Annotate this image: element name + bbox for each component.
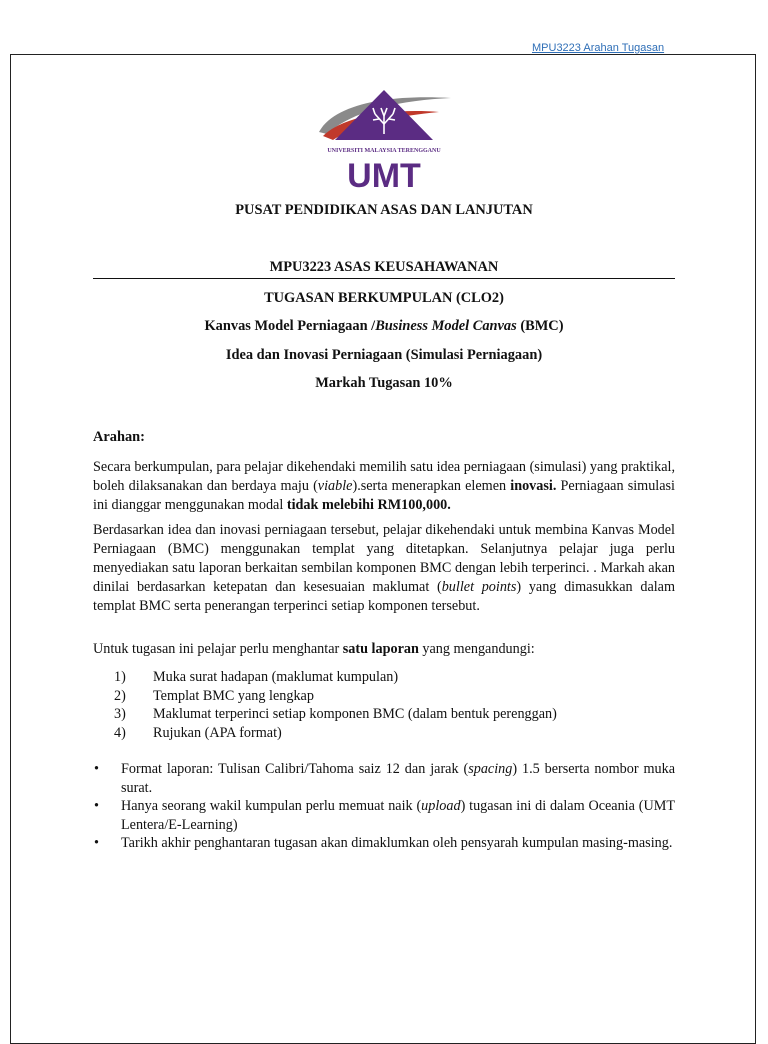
list-item-text: Maklumat terperinci setiap komponen BMC (dalam bentuk perenggan) bbox=[153, 706, 557, 722]
report-items-list bbox=[93, 668, 675, 742]
marks: Markah Tugasan 10% bbox=[315, 375, 453, 391]
p1-text-c: Perniagaan simulasi ini dianggar menggunakan modal bbox=[93, 478, 675, 513]
list-item-number: 1) bbox=[114, 669, 126, 685]
paragraph-3 bbox=[93, 640, 675, 659]
bullet-dot-icon: • bbox=[94, 761, 99, 777]
paragraph-2 bbox=[93, 521, 675, 616]
p2-text-b: ) yang dimasukkan dalam templat BMC serta penerangan terperinci setiap komponen tersebut. bbox=[93, 579, 676, 614]
header-note: MPU3223 Arahan Tugasan bbox=[532, 42, 665, 54]
list-item-number: 4) bbox=[114, 724, 126, 741]
list-item bbox=[93, 705, 675, 724]
note-text-a: Format laporan: Tulisan Calibri/Tahoma saiz 12 dan jarak ( bbox=[121, 761, 469, 777]
list-item-number: 2) bbox=[114, 687, 126, 704]
bmc-title-italic: Business Model Canvas bbox=[375, 318, 517, 334]
notes-list bbox=[93, 760, 675, 853]
p1-bold-1: inovasi. bbox=[510, 478, 557, 494]
list-item bbox=[93, 668, 675, 687]
bullet-dot-icon: • bbox=[94, 798, 99, 814]
list-item bbox=[93, 687, 675, 706]
note-text-a: Hanya seorang wakil kumpulan perlu memuat naik ( bbox=[121, 798, 422, 814]
list-item-text: Muka surat hadapan (maklumat kumpulan) bbox=[153, 669, 399, 685]
instructions-heading: Arahan: bbox=[93, 429, 145, 445]
course-title: MPU3223 ASAS KEUSAHAWANAN bbox=[269, 259, 499, 275]
list-item-text: Rujukan (APA format) bbox=[153, 724, 282, 741]
list-item-number: 3) bbox=[114, 706, 126, 722]
note-text-b: ) 1.5 berserta nombor muka surat. bbox=[121, 761, 675, 796]
subtitle: Idea dan Inovasi Perniagaan (Simulasi Perniagaan) bbox=[225, 347, 543, 363]
center-name: PUSAT PENDIDIKAN ASAS DAN LANJUTAN bbox=[235, 202, 533, 218]
bullet-item bbox=[93, 834, 675, 853]
p3-bold: satu laporan bbox=[342, 641, 419, 657]
logo-abbr: UMT bbox=[347, 157, 421, 192]
bmc-title-part1: Kanvas Model Perniagaan / bbox=[204, 318, 376, 334]
p1-bold-2: tidak melebihi RM100,000. bbox=[286, 497, 451, 513]
bullet-item bbox=[93, 797, 675, 834]
note-text-a: Tarikh akhir penghantaran tugasan akan dimaklumkan oleh pensyarah kumpulan masing-masing. bbox=[121, 835, 673, 851]
p1-italic: viable bbox=[317, 478, 353, 494]
p3-text-a: Untuk tugasan ini pelajar perlu menghantar bbox=[93, 641, 343, 657]
p1-text-a: Secara berkumpulan, para pelajar dikehendaki memilih satu idea perniagaan (simulasi) yang praktikal, boleh dilaksanakan dan berdaya maju ( bbox=[93, 459, 675, 494]
bmc-title bbox=[93, 318, 675, 335]
p2-text-a: Berdasarkan idea dan inovasi perniagaan tersebut, pelajar dikehendaki untuk membina Kanvas Model Perniagaan (BMC) menggunakan templat yang ditetapkan. Selanjutnya pelajar juga perlu menyediakan satu laporan berkaitan sembilan komponen BMC dengan lebih terperinci. . Markah akan dinilai berdasarkan ketepatan dan kesesuaian maklumat ( bbox=[93, 522, 675, 595]
paragraph-1 bbox=[93, 458, 675, 515]
list-item bbox=[93, 724, 675, 743]
note-italic: spacing bbox=[468, 761, 513, 777]
p3-text-b: yang mengandungi: bbox=[418, 641, 535, 657]
umt-logo bbox=[313, 86, 455, 192]
list-item-text: Templat BMC yang lengkap bbox=[153, 687, 314, 704]
p2-italic: bullet points bbox=[441, 579, 517, 595]
assignment-type: TUGASAN BERKUMPULAN (CLO2) bbox=[264, 290, 504, 306]
bmc-title-part2: (BMC) bbox=[516, 318, 564, 334]
note-text-b: ) tugasan ini di dalam Oceania (UMT Lentera/E-Learning) bbox=[121, 798, 675, 833]
logo-university-name: UNIVERSITI MALAYSIA TERENGGANU bbox=[327, 148, 441, 154]
note-italic: upload bbox=[421, 798, 461, 814]
divider-rule bbox=[93, 278, 675, 279]
bullet-dot-icon: • bbox=[94, 835, 99, 851]
bullet-item bbox=[93, 760, 675, 797]
p1-text-b: ).serta menerapkan elemen bbox=[352, 478, 511, 494]
